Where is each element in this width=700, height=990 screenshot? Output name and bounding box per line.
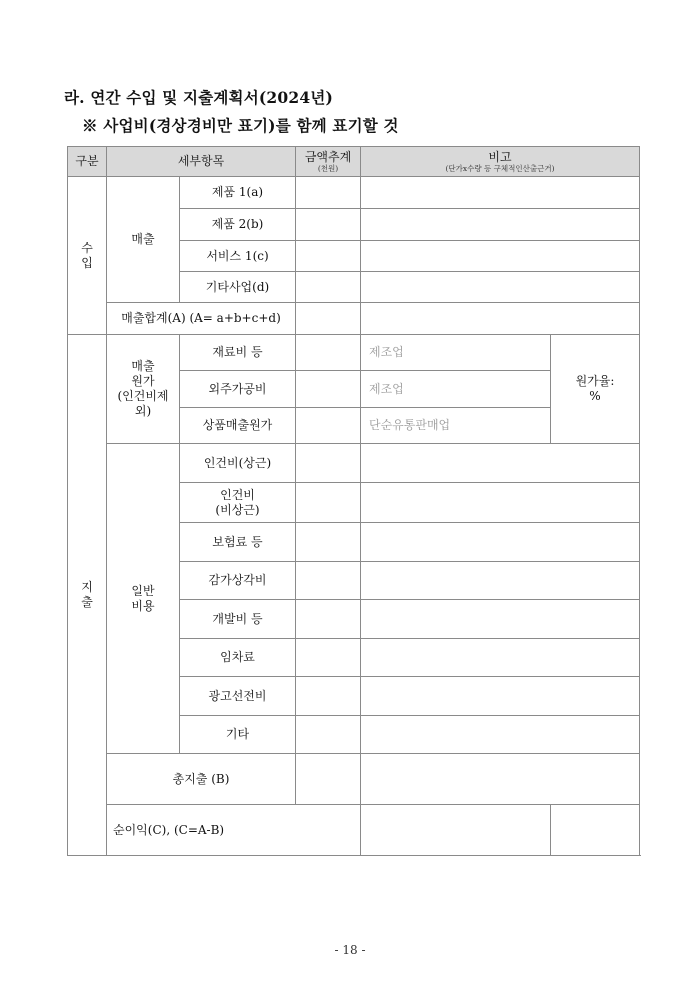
section-title: 라. 연간 수입 및 지출계획서(2024년) — [64, 88, 334, 107]
expense-label-line2: 출 — [81, 595, 93, 609]
income-item: 제품 2(b) — [180, 209, 296, 241]
remarks-cell[interactable] — [361, 677, 640, 716]
table-row — [68, 177, 640, 209]
cogs-item: 외주가공비 — [180, 371, 296, 408]
header-amount-unit: (천원) — [317, 164, 339, 174]
income-label-line2: 입 — [81, 255, 93, 270]
amount-cell[interactable] — [296, 272, 361, 303]
remarks-cell[interactable] — [361, 483, 640, 523]
cogs-remark: 제조업 — [361, 335, 551, 371]
amount-cell[interactable] — [296, 600, 361, 639]
cogs-item: 재료비 등 — [180, 335, 296, 371]
header-amount — [296, 147, 361, 177]
amount-cell[interactable] — [296, 716, 361, 754]
general-label-line2: 비용 — [131, 598, 155, 613]
remarks-cell[interactable] — [361, 639, 640, 677]
general-item: 광고선전비 — [180, 677, 296, 716]
amount-cell[interactable] — [296, 371, 361, 408]
general-item: 감가상각비 — [180, 562, 296, 600]
total-expense-label: 총지출 (B) — [107, 754, 296, 805]
general-item-line1: 인건비 — [220, 487, 255, 502]
amount-cell[interactable] — [296, 444, 361, 483]
income-label-line1: 수 — [81, 240, 93, 255]
remarks-cell[interactable] — [361, 754, 640, 805]
header-amount-label: 금액추계 — [304, 150, 352, 165]
header-remarks-label: 비고 — [488, 150, 512, 165]
amount-cell[interactable] — [296, 303, 361, 335]
net-income-label: 순이익(C), (C=A-B) — [107, 805, 361, 856]
remarks-cell[interactable] — [361, 562, 640, 600]
remarks-cell[interactable] — [361, 523, 640, 562]
remarks-cell[interactable] — [361, 209, 640, 241]
page-number: - 18 - — [334, 943, 366, 957]
amount-cell[interactable] — [361, 805, 551, 856]
table-row — [68, 303, 640, 335]
cogs-item: 상품매출원가 — [180, 408, 296, 444]
expense-category — [68, 335, 107, 856]
remarks-cell[interactable] — [361, 272, 640, 303]
amount-cell[interactable] — [296, 177, 361, 209]
sales-total-label: 매출합계(A) (A= a+b+c+d) — [107, 303, 296, 335]
general-label-line1: 일반 — [131, 583, 155, 598]
general-item: 인건비(상근) — [180, 444, 296, 483]
general-cost-label — [107, 444, 180, 754]
remarks-cell[interactable] — [361, 303, 640, 335]
general-item: 임차료 — [180, 639, 296, 677]
amount-cell[interactable] — [296, 483, 361, 523]
remarks-cell[interactable] — [361, 444, 640, 483]
remarks-cell[interactable] — [361, 241, 640, 272]
amount-cell[interactable] — [296, 408, 361, 444]
cogs-label — [107, 335, 180, 444]
header-category: 구분 — [68, 147, 107, 177]
general-item: 개발비 등 — [180, 600, 296, 639]
general-item: 기타 — [180, 716, 296, 754]
header-detail: 세부항목 — [107, 147, 296, 177]
amount-cell[interactable] — [296, 209, 361, 241]
amount-cell[interactable] — [296, 639, 361, 677]
cogs-remark: 제조업 — [361, 371, 551, 408]
cost-ratio-cell — [551, 335, 640, 444]
cogs-label-line1: 매출 — [131, 359, 155, 373]
table-row — [68, 754, 640, 805]
cogs-remark: 단순유통판매업 — [361, 408, 551, 444]
cogs-label-line2: 원가 — [131, 374, 155, 388]
table-row — [68, 805, 640, 856]
income-category — [68, 177, 107, 335]
cogs-label-line3: (인건비제 — [117, 389, 169, 403]
section-subtitle: ※ 사업비(경상경비만 표기)를 함께 표기할 것 — [82, 116, 399, 135]
sales-label: 매출 — [107, 177, 180, 303]
cost-ratio-label: 원가율: — [575, 374, 615, 388]
income-item: 제품 1(a) — [180, 177, 296, 209]
remarks-cell[interactable] — [361, 600, 640, 639]
cost-ratio-unit: % — [589, 389, 601, 403]
amount-cell[interactable] — [296, 677, 361, 716]
remarks-cell[interactable] — [551, 805, 640, 856]
header-remarks-sub: (단가x수량 등 구체적인산출근거) — [445, 164, 555, 174]
table-row — [68, 444, 640, 483]
income-item: 서비스 1(c) — [180, 241, 296, 272]
amount-cell[interactable] — [296, 562, 361, 600]
amount-cell[interactable] — [296, 241, 361, 272]
general-item — [180, 483, 296, 523]
header-row — [68, 147, 640, 177]
general-item: 보험료 등 — [180, 523, 296, 562]
remarks-cell[interactable] — [361, 177, 640, 209]
income-item: 기타사업(d) — [180, 272, 296, 303]
remarks-cell[interactable] — [361, 716, 640, 754]
cogs-label-line4: 외) — [134, 404, 152, 418]
expense-label-line1: 지 — [81, 580, 93, 594]
amount-cell[interactable] — [296, 523, 361, 562]
amount-cell[interactable] — [296, 335, 361, 371]
table-row — [68, 335, 640, 371]
header-remarks — [361, 147, 640, 177]
general-item-line2: (비상근) — [215, 502, 260, 517]
amount-cell[interactable] — [296, 754, 361, 805]
income-expense-table — [67, 146, 640, 856]
